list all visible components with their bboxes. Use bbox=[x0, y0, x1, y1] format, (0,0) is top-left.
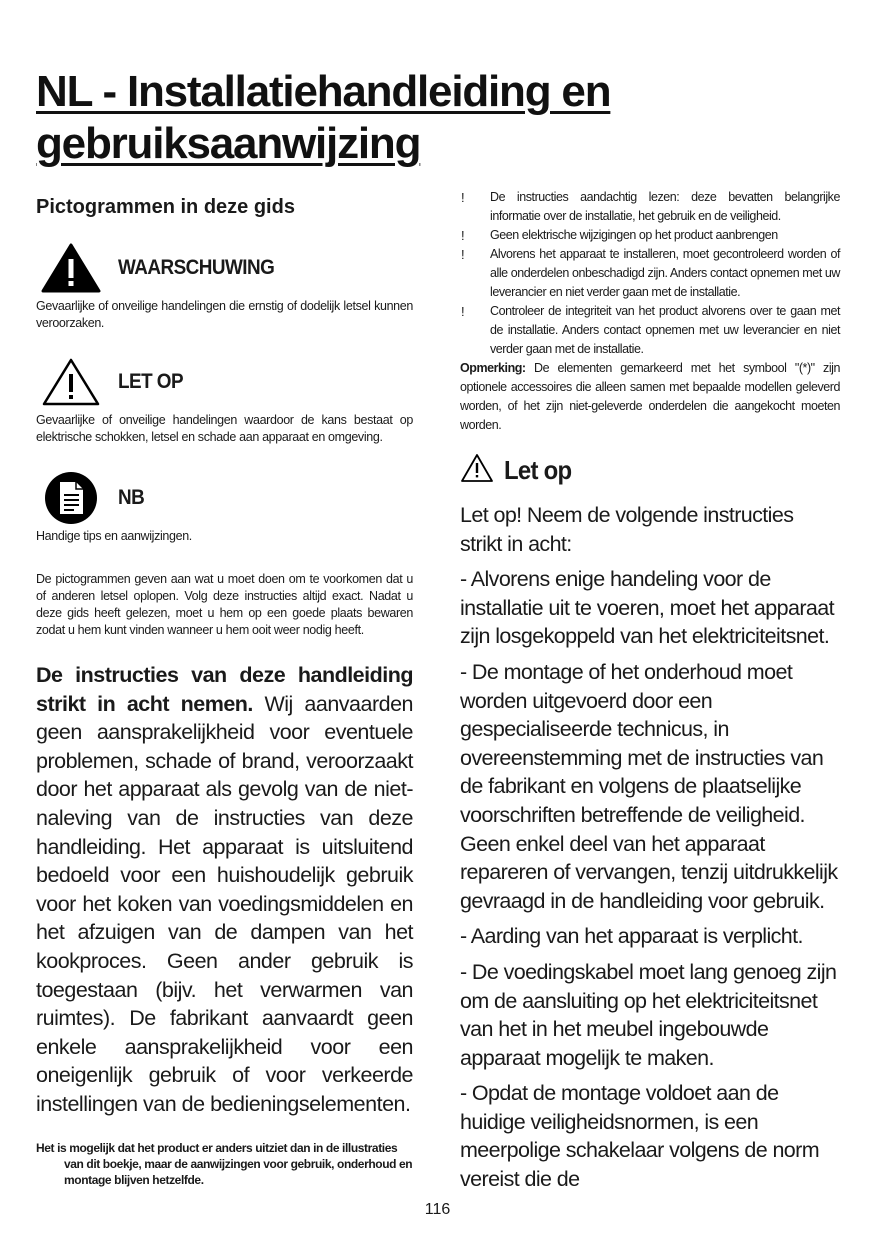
safety-bullet-list bbox=[460, 188, 840, 359]
instruction-paragraph: - Alvorens enige handeling voor de installatie uit te voeren, moet het apparaat zijn losgekoppeld van het elektriciteitsnet. bbox=[460, 567, 834, 649]
instruction-paragraph: - De voedingskabel moet lang genoeg zijn om de aansluiting op het elektriciteitsnet van het in het meubel ingebouwde apparaat mogelijk te maken. bbox=[460, 959, 837, 1070]
pictogram-label: NB bbox=[118, 486, 145, 509]
exclamation-mark: ! bbox=[461, 247, 465, 262]
let-op-label: Let op bbox=[504, 454, 572, 485]
remark-label: Opmerking: bbox=[460, 361, 526, 375]
pictogram-note bbox=[36, 470, 413, 526]
pictogram-warning bbox=[36, 240, 413, 296]
instruction-paragraph: - Opdat de montage voldoet aan de huidige veiligheidsnormen, is een meerpolige schakelaar volgens de norm vereist die de bbox=[460, 1081, 820, 1192]
page-title: NL - Installatiehandleiding en gebruiksaanwijzing bbox=[36, 67, 611, 168]
list-item: ! Controleer de integriteit van het product alvorens over te gaan met de installatie. Anders contact opnemen met uw leverancier en niet verder gaan met de installatie. bbox=[461, 304, 840, 356]
instruction-paragraph: - De montage of het onderhoud moet worden uitgevoerd door een gespecialiseerde technicus, in overeenstemming met de instructies van de fabrikant en volgens de plaatselijke voorschriften betreffende de veiligheid. Geen enkel deel van het apparaat repareren of vervangen, tenzij uitdrukkelijk gevraagd in de handleiding voor gebruik. bbox=[460, 659, 838, 913]
instruction-paragraph: - Aarding van het apparaat is verplicht. bbox=[460, 924, 803, 949]
note-document-icon bbox=[36, 470, 106, 526]
main-instructions-bold: De instructies van deze handleiding strikt in acht nemen. bbox=[36, 663, 413, 716]
list-item: ! De instructies aandachtig lezen: deze bevatten belangrijke informatie over de installatie, het gebruik en de veiligheid. bbox=[461, 190, 840, 223]
intro-paragraph: De pictogrammen geven aan wat u moet doen om te voorkomen dat u of anderen letsel oplopen. Volg deze instructies altijd exact. Nadat u deze gids heeft gelezen, moet u hem op een goede plaats bewaren zodat u hem kunt vinden wanneer u hem ooit weer nodig heeft. bbox=[36, 572, 413, 637]
left-column bbox=[36, 194, 413, 1188]
main-instructions-text: Wij aanvaarden geen aansprakelijkheid voor eventuele problemen, schade of brand, veroorzaakt door het apparaat als gevolg van de niet-naleving van de instructies van deze handleiding. Het apparaat is uitsluitend bedoeld voor een huishoudelijk gebruik voor het koken van voedingsmiddelen en het afzuigen van de dampen van het kookproces. Geen ander gebruik is toegestaan (bijv. het verwarmen van ruimtes). De fabrikant aanvaardt geen enkele aansprakelijkheid voor een oneigenlijk gebruik of voor verkeerde instellingen van de bedieningselementen. bbox=[36, 691, 413, 1116]
exclamation-mark: ! bbox=[461, 190, 465, 205]
main-instructions-paragraph bbox=[36, 661, 413, 1119]
pictogram-caution bbox=[36, 354, 413, 410]
pictogram-description: Gevaarlijke of onveilige handelingen waardoor de kans bestaat op elektrische schokken, letsel en schade aan apparaat en omgeving. bbox=[36, 413, 413, 444]
caution-triangle-outline-icon bbox=[460, 453, 494, 488]
appearance-note: Het is mogelijk dat het product er anders uitziet dan in de illustraties van dit boekje, maar de aanwijzingen voor gebruik, onderhoud en montage blijven hetzelfde. bbox=[36, 1141, 413, 1187]
remark-paragraph bbox=[460, 359, 840, 435]
list-item: ! Alvorens het apparaat te installeren, moet gecontroleerd worden of alle onderdelen onbeschadigd zijn. Anders contact opnemen met uw leverancier en niet verder gaan met de installatie. bbox=[461, 247, 840, 299]
page-number: 116 bbox=[424, 1201, 451, 1218]
instruction-paragraph: Let op! Neem de volgende instructies strikt in acht: bbox=[460, 503, 794, 556]
warning-triangle-filled-icon bbox=[36, 242, 106, 294]
caution-triangle-outline-icon bbox=[36, 356, 106, 408]
pictogram-description: Gevaarlijke of onveilige handelingen die ernstig of dodelijk letsel kunnen veroorzaken. bbox=[36, 299, 413, 330]
right-column bbox=[460, 188, 840, 1194]
let-op-heading bbox=[460, 451, 840, 489]
pictogram-description: Handige tips en aanwijzingen. bbox=[36, 529, 192, 543]
pictogram-label: WAARSCHUWING bbox=[118, 256, 275, 279]
exclamation-mark: ! bbox=[461, 228, 465, 243]
section-heading: Pictogrammen in deze gids bbox=[36, 196, 295, 218]
remark-text: De elementen gemarkeerd met het symbool "(*)" zijn optionele accessoires die alleen samen met bepaalde modellen geleverd worden, of het zijn niet-geleverde onderdelen die aangekocht moeten worden. bbox=[460, 361, 840, 432]
exclamation-mark: ! bbox=[461, 304, 465, 319]
list-item: ! Geen elektrische wijzigingen op het product aanbrengen bbox=[461, 228, 778, 243]
pictogram-label: LET OP bbox=[118, 370, 184, 393]
